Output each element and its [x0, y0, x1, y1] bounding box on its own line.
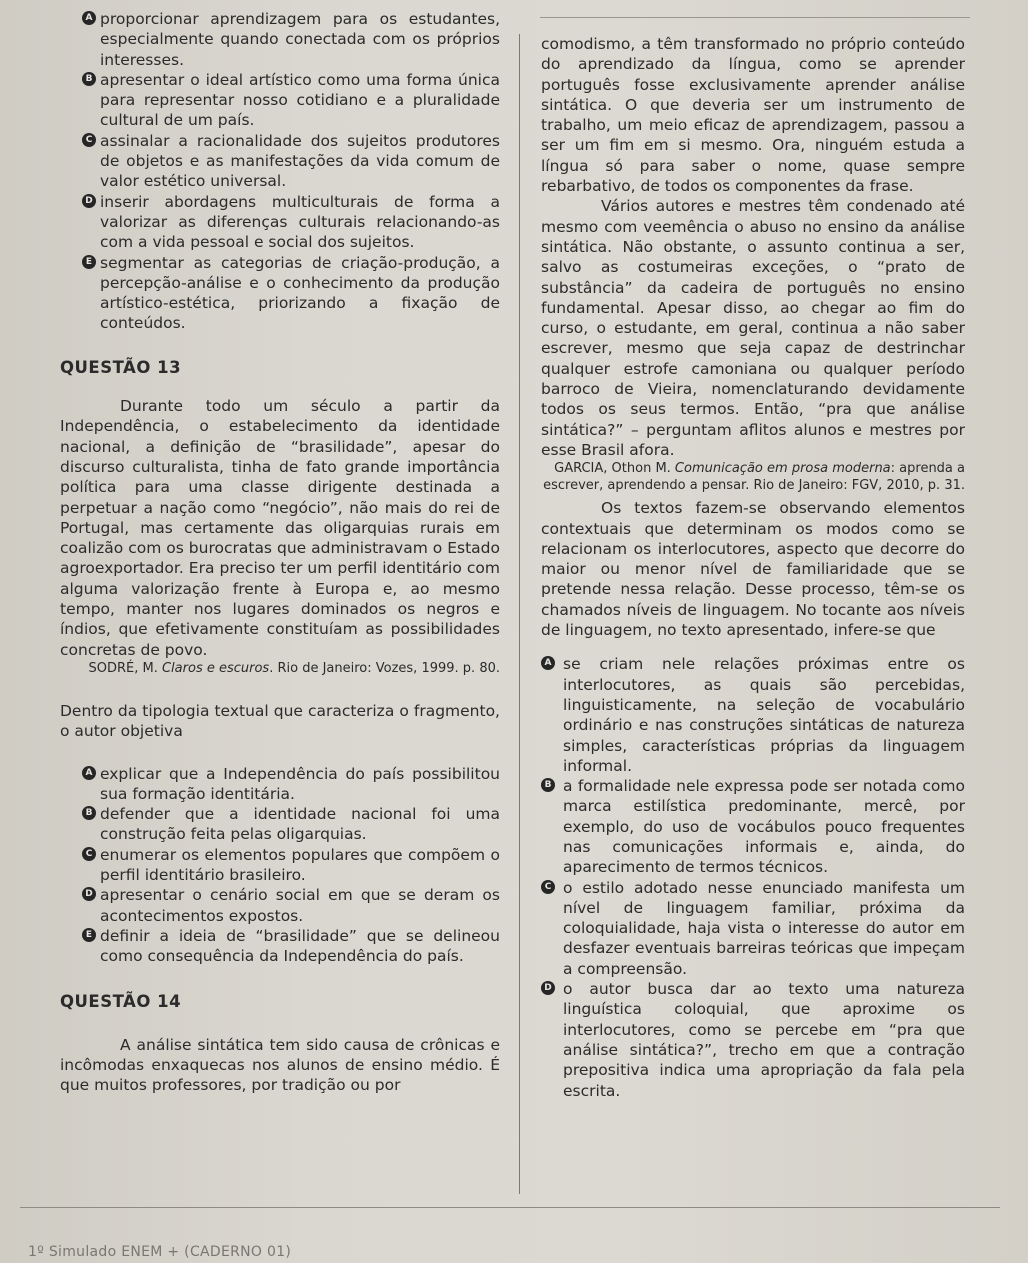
q13-option-a[interactable]: [60, 764, 500, 805]
q13-prompt: Dentro da tipologia textual que caracteriza o fragmento, o autor objetiva: [60, 701, 500, 741]
option-d-badge-icon: D: [541, 981, 555, 995]
q12-option-d-text: inserir abordagens multiculturais de forma a valorizar as diferenças culturais relacionando-as com a vida pessoal e social dos sujeitos.: [100, 192, 500, 252]
q14-option-d[interactable]: [541, 979, 965, 1101]
q14-option-d-text: o autor busca dar ao texto uma natureza linguística coloquial, que aproxime os interlocutores, como se percebe em “pra que análise sintática?”, trecho em que a contração prepositiva indica uma apropriação da fala pela escrita.: [563, 980, 965, 1100]
option-d-badge-icon: D: [82, 887, 96, 901]
option-a-badge-icon: A: [82, 766, 96, 780]
right-column: [541, 34, 965, 1101]
bottom-rule: [20, 1207, 1000, 1208]
option-a-badge-icon: A: [541, 656, 555, 670]
q12-option-c-text: assinalar a racionalidade dos sujeitos produtores de objetos e as manifestações da vida comum de valor estético universal.: [100, 131, 500, 191]
q13-citation: [60, 660, 500, 677]
q13-option-b[interactable]: [60, 804, 500, 845]
q13-option-d[interactable]: [60, 885, 500, 926]
option-e-badge-icon: E: [82, 928, 96, 942]
q14-citation-title: Comunicação em prosa moderna: [674, 461, 891, 477]
q13-options: [60, 764, 500, 967]
q13-option-a-text: explicar que a Independência do país possibilitou sua formação identitária.: [100, 764, 500, 803]
option-a-badge-icon: A: [82, 11, 96, 25]
q14-citation-prefix: GARCIA, Othon M.: [554, 461, 675, 477]
q14-citation-suffix: : aprenda a escrever, aprendendo a pensar. Rio de Janeiro: FGV, 2010, p. 31.: [543, 461, 965, 494]
q12-option-d[interactable]: [60, 192, 500, 253]
option-e-badge-icon: E: [82, 255, 96, 269]
option-c-badge-icon: C: [541, 880, 555, 894]
option-b-badge-icon: B: [82, 72, 96, 86]
top-rule: [540, 17, 970, 18]
q14-text-part2: comodismo, a têm transformado no próprio conteúdo do aprendizado da língua, como se aprender português fosse exclusivamente aprender análise sintática. O que deveria ser um instrumento de trabalho, um meio eficaz de aprendizagem, passou a ser um fim em si mesmo. Ora, ninguém estuda a língua só para saber o nome, quase sempre rebarbativo, de todos os componentes da frase.: [541, 35, 965, 196]
q14-option-c[interactable]: [541, 878, 965, 979]
q12-option-e[interactable]: [60, 253, 500, 334]
q13-citation-prefix: SODRÉ, M.: [88, 660, 162, 676]
q13-option-e[interactable]: [60, 926, 500, 967]
q14-option-b[interactable]: [541, 776, 965, 877]
q14-text-paragraph2: Vários autores e mestres têm condenado até mesmo com veemência o abuso no ensino da análise sintática. Não obstante, o assunto continua a ser, salvo as costumeiras exceções, o “prato de substância” da cadeira de português no ensino fundamental. Apesar disso, ao chegar ao fim do curso, o estudante, em geral, continua a não saber escrever, mesmo que seja capaz de destrinchar qualquer estrofe camoniana ou qualquer período barroco de Vieira, nomenclaturando devidamente todos os seus termos. Então, “pra que análise sintática?” – perguntam aflitos alunos e mestres por esse Brasil afora.: [541, 197, 965, 459]
q12-option-b[interactable]: [60, 70, 500, 131]
page-footer: 1º Simulado ENEM + (CADERNO 01): [28, 1244, 292, 1260]
q12-option-b-text: apresentar o ideal artístico como uma forma única para representar nosso cotidiano e a pluralidade cultural de um país.: [100, 70, 500, 130]
q14-text-part1: A análise sintática tem sido causa de crônicas e incômodas enxaquecas nos alunos de ensino médio. É que muitos professores, por tradição ou por: [60, 1035, 500, 1095]
q14-options: [541, 654, 965, 1101]
q13-citation-suffix: . Rio de Janeiro: Vozes, 1999. p. 80.: [269, 660, 500, 676]
q13-citation-title: Claros e escuros: [161, 660, 270, 676]
option-c-badge-icon: C: [82, 847, 96, 861]
option-b-badge-icon: B: [82, 806, 96, 820]
q13-text: Durante todo um século a partir da Independência, o estabelecimento da identidade nacional, a definição de “brasilidade”, apesar do discurso culturalista, tinha de fato grande importância política para uma classe dirigente destinada a perpetuar a nação como “negócio”, não mais do rei de Portugal, mas certamente das oligarquias rurais em coalizão com os burocratas que administravam o Estado agroexportador. Era preciso ter um perfil identitário com alguma valorização frente à Europa e, ao mesmo tempo, manter nos lugares dominados os negros e índios, que efetivamente constituíam as possibilidades concretas de povo.: [60, 397, 500, 659]
q13-option-c-text: enumerar os elementos populares que compõem o perfil identitário brasileiro.: [100, 845, 500, 884]
q14-citation: [541, 460, 965, 494]
q12-options: [60, 9, 500, 334]
q12-option-a[interactable]: [60, 9, 500, 70]
q12-option-c[interactable]: [60, 131, 500, 192]
q12-option-e-text: segmentar as categorias de criação-produção, a percepção-análise e o conhecimento da produção artístico-estética, priorizando a fixação de conteúdos.: [100, 253, 500, 333]
q13-option-e-text: definir a ideia de “brasilidade” que se delineou como consequência da Independência do país.: [100, 926, 500, 966]
q14-title: QUESTÃO 14: [60, 992, 182, 1012]
option-d-badge-icon: D: [82, 194, 96, 208]
q14-option-a[interactable]: [541, 654, 965, 776]
left-column: [60, 9, 500, 1096]
q14-prompt: Os textos fazem-se observando elementos contextuais que determinam os modos como se relacionam os interlocutores, aspecto que decorre do maior ou menor nível de familiaridade que se pretende nessa relação. Desse processo, têm-se os chamados níveis de linguagem. No tocante aos níveis de linguagem, no texto apresentado, infere-se que: [541, 499, 965, 640]
q14-option-c-text: o estilo adotado nesse enunciado manifesta um nível de linguagem familiar, próxima da coloquialidade, haja vista o interesse do autor em desfazer eventuais barreiras teóricas que impeçam a compreensão.: [563, 878, 965, 978]
q13-option-c[interactable]: [60, 845, 500, 886]
q13-option-b-text: defender que a identidade nacional foi uma construção feita pelas oligarquias.: [100, 805, 500, 844]
column-divider: [519, 34, 520, 1194]
option-c-badge-icon: C: [82, 133, 96, 147]
q13-title: QUESTÃO 13: [60, 357, 182, 377]
q14-option-b-text: a formalidade nele expressa pode ser notada como marca estilística predominante, mercê, por exemplo, do uso de vocábulos pouco frequentes nas comunicações informais e, ainda, do aparecimento de termos técnicos.: [563, 777, 965, 877]
q12-option-a-text: proporcionar aprendizagem para os estudantes, especialmente quando conectada com os próprios interesses.: [100, 10, 500, 69]
q14-option-a-text: se criam nele relações próximas entre os interlocutores, as quais são percebidas, linguisticamente, na seleção de vocabulário ordinário e nas construções sintáticas de natureza simples, características próprias da linguagem informal.: [563, 655, 965, 775]
q13-option-d-text: apresentar o cenário social em que se deram os acontecimentos expostos.: [100, 886, 500, 925]
option-b-badge-icon: B: [541, 778, 555, 792]
